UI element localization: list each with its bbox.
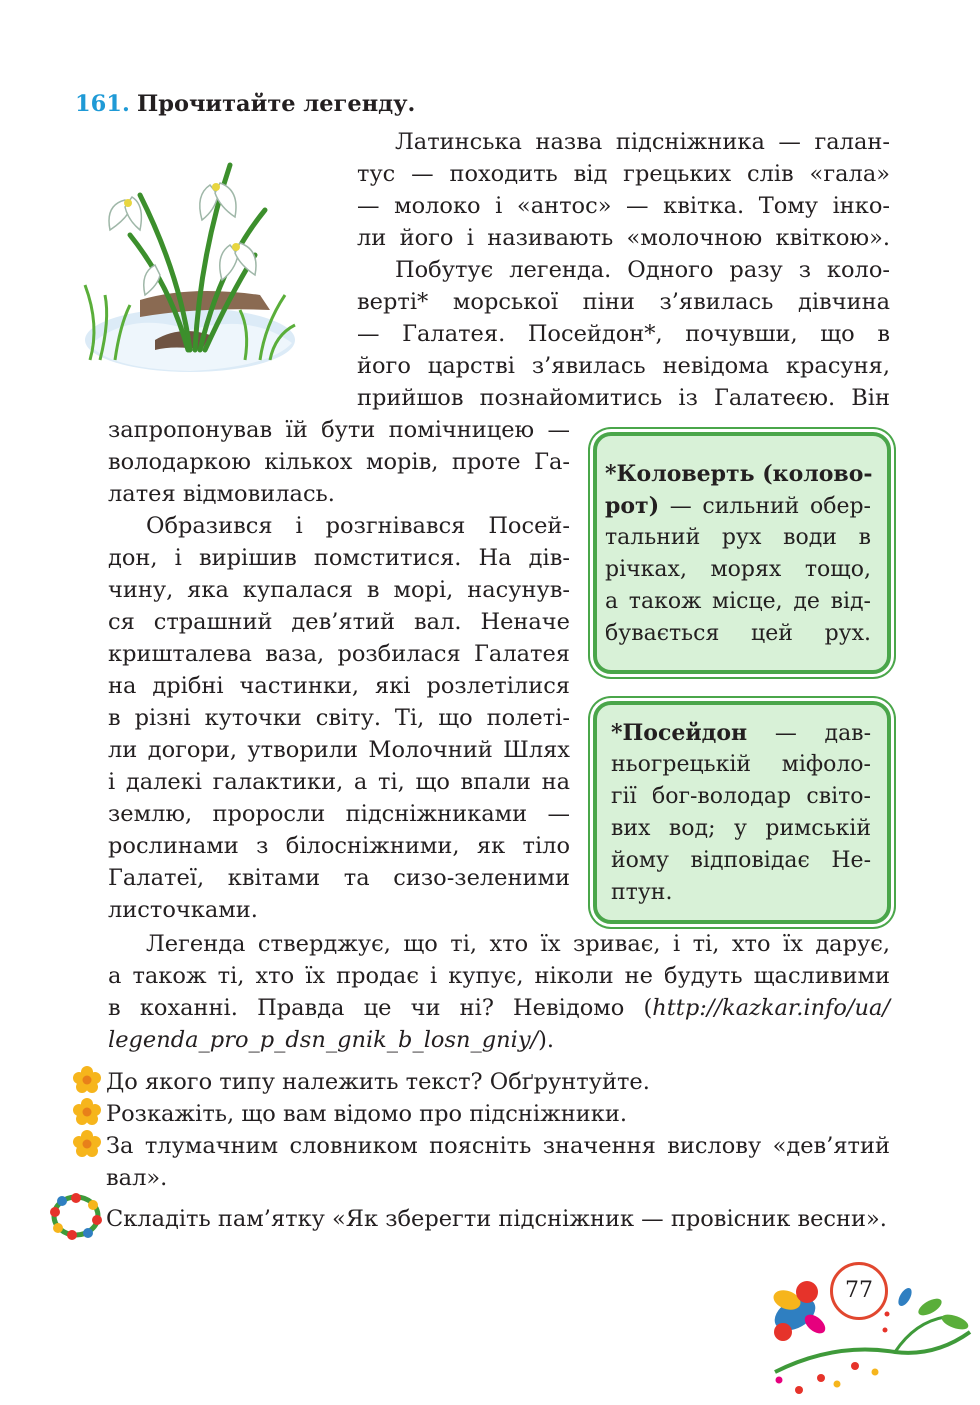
glossary-term: *Посейдон (611, 720, 748, 746)
story-line: на дрібні частинки, які розлетілися (108, 673, 570, 699)
page-number: 77 (830, 1262, 888, 1320)
question-3: За тлумачним словником поясніть значення вислову «дев’ятий (106, 1133, 890, 1159)
story-line: — молоко і «антос» — квітка. Тому інко- (357, 193, 890, 219)
question-2: Розкажіть, що вам відомо про підсніжники. (106, 1101, 627, 1127)
glossary-term: *Коловерть (колово- (605, 461, 873, 487)
source-link[interactable]: http://kazkar.info/ua/ (652, 995, 890, 1021)
glossary-line: тальний рух води в (605, 525, 871, 550)
source-link-continued[interactable]: legenda_pro_p_dsn_gnik_b_losn_gniy/ (108, 1027, 539, 1053)
story-line: ли догори, утворили Молочний Шлях (108, 737, 570, 763)
exercise-title: Прочитайте легенду. (136, 91, 416, 117)
story-text: в коханні. Правда це чи ні? Невідомо ( (108, 995, 653, 1021)
task-text: Складіть пам’ятку «Як зберегти підсніжник — провісник весни». (106, 1206, 887, 1232)
story-line: кришталева ваза, розбилася Галатея (108, 641, 570, 667)
story-line: Побутує легенда. Одного разу з коло- (395, 257, 890, 283)
glossary-line: рот) — сильний обер- (605, 493, 871, 519)
story-line: Латинська назва підсніжника — галан- (395, 129, 890, 155)
glossary-box-poseidon (593, 701, 891, 924)
story-line (108, 992, 890, 1024)
flower-bullet-icon (73, 1066, 101, 1094)
story-line: його царстві з’явилась невідома красуня, (357, 353, 890, 379)
story-line: тус — походить від грецьких слів «гала» (357, 161, 890, 187)
story-line: ли його і називають «молочною квіткою». (357, 225, 890, 251)
story-line: ся страшний дев’ятий вал. Неначе (108, 609, 570, 635)
exercise-number: 161. (75, 91, 130, 117)
flower-bullet-icon (73, 1098, 101, 1126)
story-line: Галатеї, квітами та сизо-зеленими (108, 865, 570, 891)
glossary-line: а також місце, де від- (605, 589, 871, 614)
question-1: До якого типу належить текст? Обґрунтуйте. (106, 1069, 650, 1095)
glossary-line: йому відповідає Не- (611, 848, 871, 873)
story-line: верті* морської піни з’явилась дівчина (357, 289, 890, 315)
wreath-icon (48, 1192, 104, 1240)
glossary-line: ньогрецькій міфоло- (611, 752, 871, 777)
story-line: володаркою кількох морів, проте Га- (108, 449, 570, 475)
story-line (108, 1024, 890, 1056)
glossary-line: вих вод; у римській (611, 816, 871, 841)
story-line: — Галатея. Посейдон*, почувши, що в (357, 321, 890, 347)
exercise-heading (75, 88, 675, 120)
story-line: Легенда стверджує, що ті, хто їх зриває, і ті, хто їх дарує, (146, 931, 890, 957)
story-line: Образився і розгнівався Посей- (146, 513, 570, 539)
story-line: запропонував їй бути помічницею — (108, 417, 570, 443)
question-3-continued: вал». (106, 1165, 168, 1191)
story-line: а також ті, хто їх продає і купує, ніколи не будуть щасливими (108, 963, 890, 989)
source-close: ). (538, 1027, 555, 1053)
story-line: латея відмовилась. (108, 481, 335, 507)
story-line: прийшов познайомитись із Галатеєю. Він (357, 385, 890, 411)
glossary-line: *Посейдон — дав- (611, 720, 871, 746)
glossary-line: річках, морях тощо, (605, 557, 871, 582)
story-line: і далекі галактики, а ті, що впали на (108, 769, 570, 795)
story-line: чину, яка купалася в морі, насунув- (108, 577, 570, 603)
glossary-line: бувається цей рух. (605, 621, 871, 646)
story-line: листочками. (108, 897, 258, 923)
story-line: рослинами з білосніжними, як тіло (108, 833, 570, 859)
story-line: землю, проросли підсніжниками — (108, 801, 570, 827)
story-line: в різні куточки світу. Ті, що полеті- (108, 705, 570, 731)
glossary-line: гії бог-володар світо- (611, 784, 871, 809)
glossary-term: рот) (605, 493, 660, 519)
glossary-line: птун. (611, 880, 673, 905)
story-line: дон, і вирішив помститися. На дів- (108, 545, 570, 571)
snowdrop-illustration (70, 135, 300, 380)
glossary-box-koloverts (593, 432, 891, 674)
flower-bullet-icon (73, 1130, 101, 1158)
